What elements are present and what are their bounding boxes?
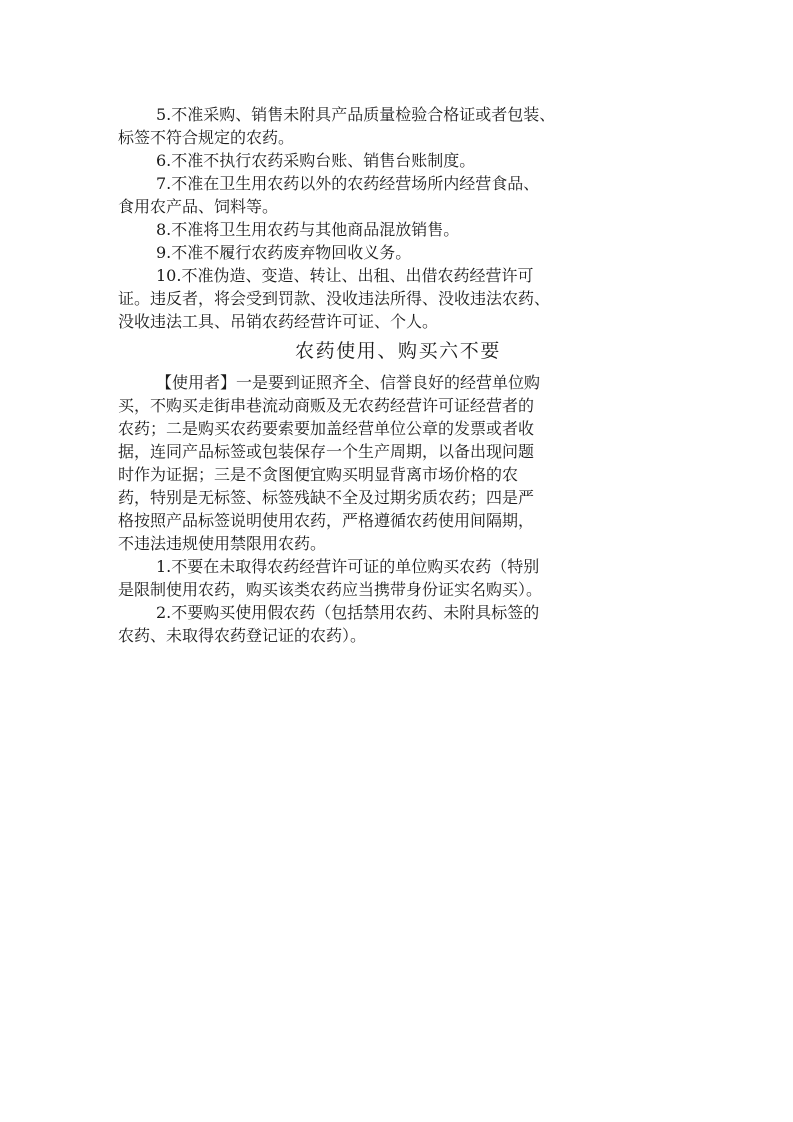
text-line: 8.不准将卫生用农药与其他商品混放销售。 — [156, 220, 460, 239]
text-line: 9.不准不履行农药废弃物回收义务。 — [156, 243, 412, 262]
text-line: 农药；二是购买农药要索要加盖经营单位公章的发票或者收 — [118, 419, 535, 438]
paragraph-rule-8 — [118, 217, 678, 240]
document-page — [118, 102, 678, 646]
text-line: 2.不要购买使用假农药（包括禁用农药、未附具标签的 — [156, 603, 540, 622]
paragraph-dont-2 — [118, 600, 678, 646]
text-line: 【使用者】一是要到证照齐全、信誉良好的经营单位购 — [156, 373, 541, 392]
text-line: 时作为证据；三是不贪图便宜购买明显背离市场价格的农 — [118, 465, 519, 484]
paragraph-dont-1 — [118, 554, 678, 600]
section-title: 农药使用、购买六不要 — [294, 340, 501, 362]
text-line: 食用农产品、饲料等。 — [118, 197, 279, 216]
text-line: 标签不符合规定的农药。 — [118, 128, 295, 147]
text-line: 格按照产品标签说明使用农药，严格遵循农药使用间隔期， — [118, 511, 535, 530]
text-line: 买，不购买走街串巷流动商贩及无农药经营许可证经营者的 — [118, 396, 535, 415]
text-line: 证。违反者，将会受到罚款、没收违法所得、没收违法农药、 — [118, 289, 551, 308]
paragraph-rule-5 — [118, 102, 678, 148]
text-line: 是限制使用农药，购买该类农药应当携带身份证实名购买）。 — [118, 580, 543, 599]
paragraph-rule-9 — [118, 240, 678, 263]
text-line: 农药、未取得农药登记证的农药）。 — [118, 626, 367, 645]
text-line: 没收违法工具、吊销农药经营许可证、个人。 — [118, 312, 439, 331]
text-line: 5.不准采购、销售未附具产品质量检验合格证或者包装、 — [156, 105, 556, 124]
text-line: 据，连同产品标签或包装保存一个生产周期，以备出现问题 — [118, 442, 535, 461]
paragraph-user-guidance — [118, 370, 678, 554]
paragraph-rule-10 — [118, 263, 678, 332]
paragraph-rule-6 — [118, 148, 678, 171]
text-line: 药，特别是无标签、标签残缺不全及过期劣质农药；四是严 — [118, 488, 535, 507]
text-line: 6.不准不执行农药采购台账、销售台账制度。 — [156, 151, 476, 170]
text-line: 1.不要在未取得农药经营许可证的单位购买农药（特别 — [156, 557, 540, 576]
text-line: 不违法违规使用禁限用农药。 — [118, 534, 327, 553]
paragraph-rule-7 — [118, 171, 678, 217]
text-line: 7.不准在卫生用农药以外的农药经营场所内经营食品、 — [156, 174, 540, 193]
text-line: 10.不准伪造、变造、转让、出租、出借农药经营许可 — [156, 266, 534, 285]
